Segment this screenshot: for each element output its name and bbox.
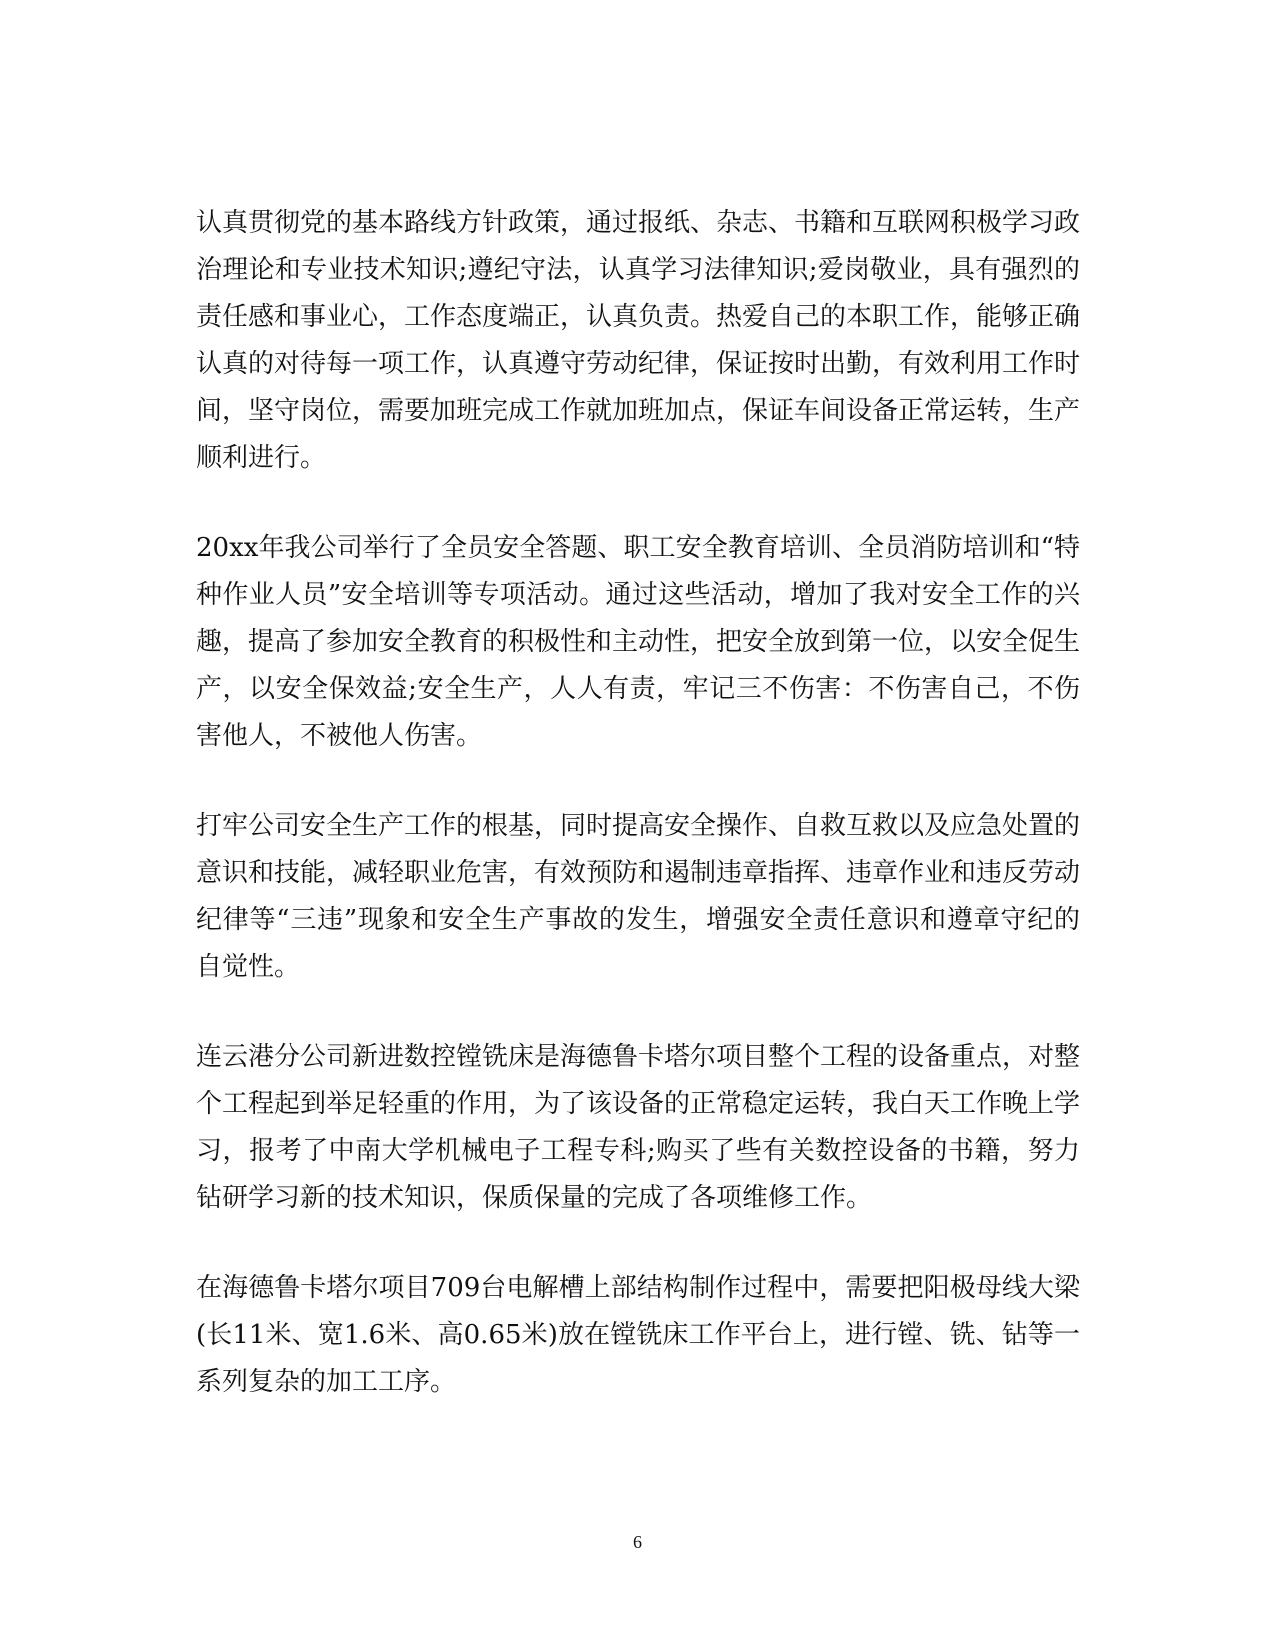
paragraph-cnc-study: 连云港分公司新进数控镗铣床是海德鲁卡塔尔项目整个工程的设备重点，对整个工程起到举足轻重的作用，为了该设备的正常稳定运转，我白天工作晚上学习，报考了中南大学机械电子工程专科;购买了些有关数控设备的书籍，努力钻研学习新的技术知识，保质保量的完成了各项维修工作。 xyxy=(196,1042,1081,1213)
paragraph-electrolytic-cell: 在海德鲁卡塔尔项目709台电解槽上部结构制作过程中，需要把阳极母线大梁(长11米、宽1.6米、高0.65米)放在镗铣床工作平台上，进行镗、铣、钻等一系列复杂的加工工序。 xyxy=(196,1273,1080,1397)
document-body xyxy=(196,200,1080,1449)
paragraph-safety-training: 20xx年我公司举行了全员安全答题、职工安全教育培训、全员消防培训和“特种作业人员”安全培训等专项活动。通过这些活动，增加了我对安全工作的兴趣，提高了参加安全教育的积极性和主动性，把安全放到第一位，以安全促生产，以安全保效益;安全生产，人人有责，牢记三不伤害：不伤害自己，不伤害他人，不被他人伤害。 xyxy=(196,533,1081,751)
page-number: 6 xyxy=(633,1532,642,1552)
paragraph-work-attitude: 认真贯彻党的基本路线方针政策，通过报纸、杂志、书籍和互联网积极学习政治理论和专业技术知识;遵纪守法，认真学习法律知识;爱岗敬业，具有强烈的责任感和事业心，工作态度端正，认真负责。热爱自己的本职工作，能够正确认真的对待每一项工作，认真遵守劳动纪律，保证按时出勤，有效利用工作时间，坚守岗位，需要加班完成工作就加班加点，保证车间设备正常运转，生产顺利进行。 xyxy=(196,208,1081,473)
paragraph-safety-foundation: 打牢公司安全生产工作的根基，同时提高安全操作、自救互救以及应急处置的意识和技能，减轻职业危害，有效预防和遏制违章指挥、违章作业和违反劳动纪律等“三违”现象和安全生产事故的发生，增强安全责任意识和遵章守纪的自觉性。 xyxy=(196,811,1081,982)
